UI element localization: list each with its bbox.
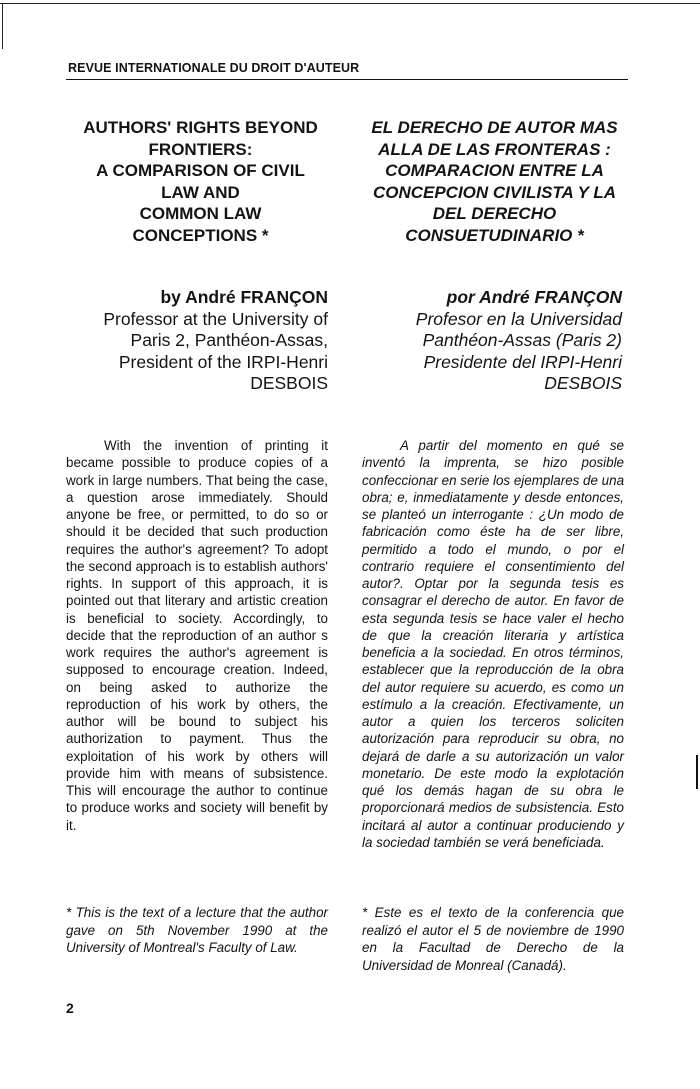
footnote-english: * This is the text of a lecture that the author gave on 5th November 1990 at the University of Montreal's Faculty of Law.	[66, 905, 328, 955]
title-line: EL DERECHO DE AUTOR MAS	[371, 118, 618, 137]
title-line: CONCEPCION CIVILISTA Y LA	[372, 182, 617, 202]
title-line: A COMPARISON OF CIVIL	[96, 161, 305, 181]
scan-top-edge	[0, 3, 700, 4]
author-block-english	[66, 287, 328, 395]
author-affiliation-line: DESBOIS	[544, 373, 622, 394]
title-line: CONSUETUDINARIO *	[405, 225, 584, 245]
body-paragraph-spanish: A partir del momento en qué se inventó la imprenta, se hizo posible confeccionar en serie los ejemplares de una obra; e, inmediatamente y desde entonces, se planteó un interrogante : ¿Un modo de fabricación como éste ha de ser libre, permitido a todo el mundo, o por el contrario requiere el consentimiento del autor?. Optar por la segunda tesis es consagrar el derecho de autor. En favor de esta segunda tesis se hace valer el hecho de que la creación literaria y artística beneficia a la sociedad. En otros términos, establecer que la reproducción de la obra del autor requiere su acuerdo, es como un estímulo a la creación. Efectivamente, un autor a quien los terceros soliciten autorización para reproducir su obra, no dejará de darle a su autorización un valor monetario. De este modo la explotación qué los demás hagan de su obra le proporcionará medios de subsistencia. Esto incitará al autor a continuar produciendo y la sociedad también se verá beneficiada.	[362, 438, 625, 850]
scan-left-edge-mark	[2, 3, 3, 49]
page-number: 2	[66, 1000, 74, 1016]
author-block-spanish	[360, 287, 622, 395]
title-line: DEL DERECHO	[432, 204, 557, 224]
title-line: CONCEPTIONS *	[132, 225, 269, 245]
author-affiliation-line: Profesor en la Universidad	[415, 308, 622, 329]
title-line: COMMON LAW	[139, 204, 262, 224]
author-affiliation-line: Panthéon-Assas (Paris 2)	[422, 330, 622, 351]
author-name: por André FRANÇON	[446, 287, 622, 307]
author-affiliation-line: President of the IRPI-Henri	[118, 351, 328, 372]
author-affiliation-line: Paris 2, Panthéon-Assas,	[130, 330, 328, 351]
title-spanish	[362, 117, 627, 247]
author-affiliation-line: Presidente del IRPI-Henri	[423, 351, 622, 372]
title-line: ALLA DE LAS FRONTERAS :	[378, 139, 611, 159]
title-line: AUTHORS' RIGHTS BEYOND	[83, 118, 318, 137]
title-line: COMPARACION ENTRE LA	[385, 161, 604, 181]
body-paragraph-english: With the invention of printing it became possible to produce copies of a work in large numbers. That being the case, a question arose immediately. Should anyone be free, or permitted, to do so or should it be decided that such production requires the author's agreement? To adopt the second approach is to establish authors' rights. In support of this approach, it is pointed out that literary and artistic creation is beneficial to society. Accordingly, to decide that the reproduction of an author s work requires the author's agreement is supposed to encourage creation. Indeed, on being asked to authorize the reproduction of his work by others, the author will be bound to subject his authorization to payment. Thus the exploitation of his work by others will provide him with means of subsistence. This will encourage the author to continue to produce works and society will benefit by it.	[66, 438, 328, 833]
title-line: FRONTIERS:	[148, 139, 253, 159]
author-name: by André FRANÇON	[160, 287, 328, 307]
header-rule	[66, 79, 628, 80]
title-english	[68, 117, 333, 247]
footnote-spanish: * Este es el texto de la conferencia que realizó el autor el 5 de noviembre de 1990 en la Facultad de Derecho de la Universidad de Monreal (Canadá).	[362, 905, 624, 973]
author-affiliation-line: Professor at the University of	[103, 308, 328, 329]
author-affiliation-line: DESBOIS	[250, 373, 328, 394]
running-header: REVUE INTERNATIONALE DU DROIT D'AUTEUR	[68, 61, 360, 75]
title-line: LAW AND	[161, 182, 240, 202]
scan-right-edge-mark	[696, 755, 698, 789]
